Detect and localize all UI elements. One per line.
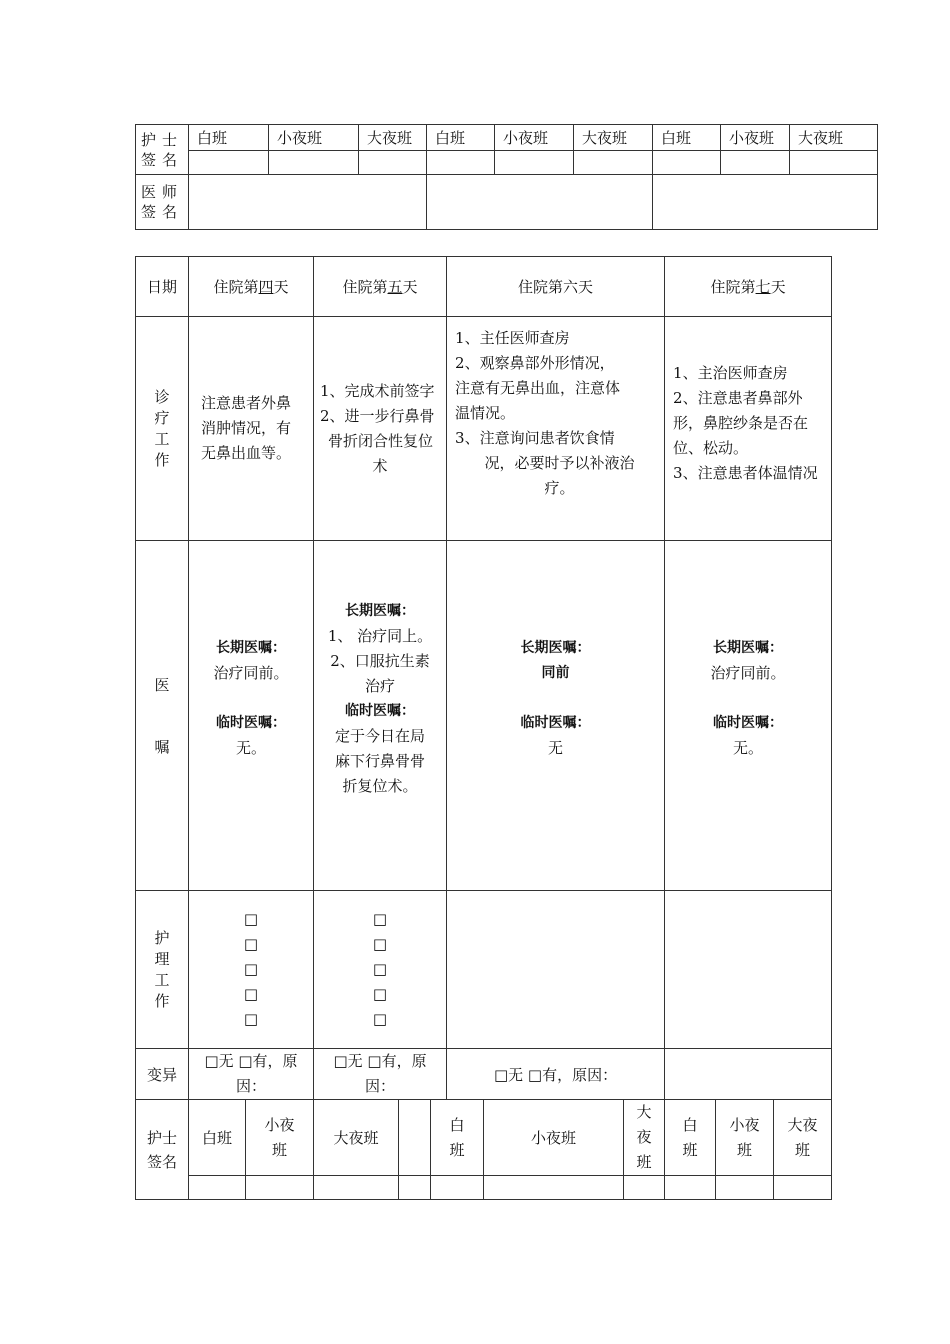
day-4-header: 住院第四天 xyxy=(189,257,314,317)
nurse-signature-label: 护士签名 xyxy=(136,125,189,175)
signature-cell[interactable] xyxy=(790,151,878,175)
shift-night-4: 大夜班 xyxy=(314,1100,399,1176)
shift-day-1: 白班 xyxy=(189,125,269,151)
nurse-signature-label-bottom: 护士签名 xyxy=(136,1100,189,1200)
day-6-variation[interactable]: □无 □有，原因： xyxy=(447,1049,665,1100)
signature-cell[interactable] xyxy=(721,151,790,175)
day-6-diagnosis: 1、主任医师查房 2、观察鼻部外形情况， 注意有无鼻出血，注意体 温情况。 3、注意询问患者饮食情 况，必要时予以补液治 疗。 xyxy=(447,317,665,541)
day-5-variation[interactable]: □无 □有，原 因： xyxy=(314,1049,447,1100)
nursing-checkbox[interactable]: □ xyxy=(372,910,388,928)
shift-day-5: 白班 xyxy=(431,1100,484,1176)
shift-evening-4: 小夜班 xyxy=(246,1100,314,1176)
signature-cell[interactable] xyxy=(484,1176,624,1200)
nursing-checkbox[interactable]: □ xyxy=(243,985,259,1003)
blank-cell xyxy=(399,1100,431,1176)
signature-cell[interactable] xyxy=(189,151,269,175)
nursing-checkbox[interactable]: □ xyxy=(372,935,388,953)
signature-cell[interactable] xyxy=(495,151,574,175)
nursing-work-label: 护理工作 xyxy=(136,891,189,1049)
signature-cell[interactable] xyxy=(427,151,495,175)
nursing-checkbox[interactable]: □ xyxy=(243,1010,259,1028)
signature-cell[interactable] xyxy=(653,151,721,175)
signature-cell[interactable] xyxy=(189,1176,246,1200)
day-6-orders: 长期医嘱： 同前 临时医嘱： 无 xyxy=(447,541,665,891)
day-7-orders: 长期医嘱： 治疗同前。 临时医嘱： 无。 xyxy=(665,541,832,891)
diagnosis-work-label: 诊疗工作 xyxy=(136,317,189,541)
shift-night-5: 大夜班 xyxy=(624,1100,665,1176)
nursing-checkbox[interactable]: □ xyxy=(372,960,388,978)
date-label: 日期 xyxy=(136,257,189,317)
signature-cell[interactable] xyxy=(716,1176,774,1200)
orders-label: 医嘱 xyxy=(136,541,189,891)
shift-night-2: 大夜班 xyxy=(574,125,653,151)
shift-night-6: 大夜班 xyxy=(774,1100,832,1176)
day-7-header: 住院第七天 xyxy=(665,257,832,317)
day-6-header: 住院第六天 xyxy=(447,257,665,317)
nursing-checkbox[interactable]: □ xyxy=(243,935,259,953)
shift-day-2: 白班 xyxy=(427,125,495,151)
day-4-diagnosis: 注意患者外鼻 消肿情况，有 无鼻出血等。 xyxy=(189,317,314,541)
shift-night-1: 大夜班 xyxy=(359,125,427,151)
day-4-nursing xyxy=(189,891,314,1049)
variation-label: 变异 xyxy=(136,1049,189,1100)
shift-day-3: 白班 xyxy=(653,125,721,151)
shift-night-3: 大夜班 xyxy=(790,125,878,151)
day-6-nursing xyxy=(447,891,665,1049)
shift-evening-3: 小夜班 xyxy=(721,125,790,151)
day-7-variation[interactable] xyxy=(665,1049,832,1100)
signature-cell[interactable] xyxy=(624,1176,665,1200)
day-5-diagnosis: 1、完成术前签字 2、进一步行鼻骨 骨折闭合性复位 术 xyxy=(314,317,447,541)
signature-cell[interactable] xyxy=(269,151,359,175)
doctor-signature-cell[interactable] xyxy=(427,175,653,230)
clinical-pathway-table xyxy=(135,256,832,1200)
nursing-checkbox[interactable]: □ xyxy=(243,910,259,928)
signature-cell[interactable] xyxy=(574,151,653,175)
day-4-orders: 长期医嘱： 治疗同前。 临时医嘱： 无。 xyxy=(189,541,314,891)
shift-day-4: 白班 xyxy=(189,1100,246,1176)
nursing-checkbox[interactable]: □ xyxy=(372,1010,388,1028)
day-5-nursing xyxy=(314,891,447,1049)
doctor-signature-label: 医师签名 xyxy=(136,175,189,230)
signature-cell[interactable] xyxy=(774,1176,832,1200)
signature-cell[interactable] xyxy=(314,1176,399,1200)
shift-evening-6: 小夜班 xyxy=(716,1100,774,1176)
day-4-variation[interactable]: □无 □有，原 因： xyxy=(189,1049,314,1100)
day-5-orders: 长期医嘱： 1、 治疗同上。 2、口服抗生素 治疗 临时医嘱： 定于今日在局 麻下行鼻骨骨 折复位术。 xyxy=(314,541,447,891)
signature-cell[interactable] xyxy=(399,1176,431,1200)
day-7-diagnosis: 1、主治医师查房 2、注意患者鼻部外 形，鼻腔纱条是否在 位、松动。 3、注意患者体温情况 xyxy=(665,317,832,541)
doctor-signature-cell[interactable] xyxy=(189,175,427,230)
signature-table-top xyxy=(135,124,878,230)
signature-cell[interactable] xyxy=(431,1176,484,1200)
nursing-checkbox[interactable]: □ xyxy=(243,960,259,978)
shift-day-6: 白班 xyxy=(665,1100,716,1176)
signature-cell[interactable] xyxy=(359,151,427,175)
day-7-nursing xyxy=(665,891,832,1049)
signature-cell[interactable] xyxy=(246,1176,314,1200)
shift-evening-2: 小夜班 xyxy=(495,125,574,151)
day-5-header: 住院第五天 xyxy=(314,257,447,317)
shift-evening-1: 小夜班 xyxy=(269,125,359,151)
doctor-signature-cell[interactable] xyxy=(653,175,878,230)
shift-evening-5: 小夜班 xyxy=(484,1100,624,1176)
nursing-checkbox[interactable]: □ xyxy=(372,985,388,1003)
signature-cell[interactable] xyxy=(665,1176,716,1200)
